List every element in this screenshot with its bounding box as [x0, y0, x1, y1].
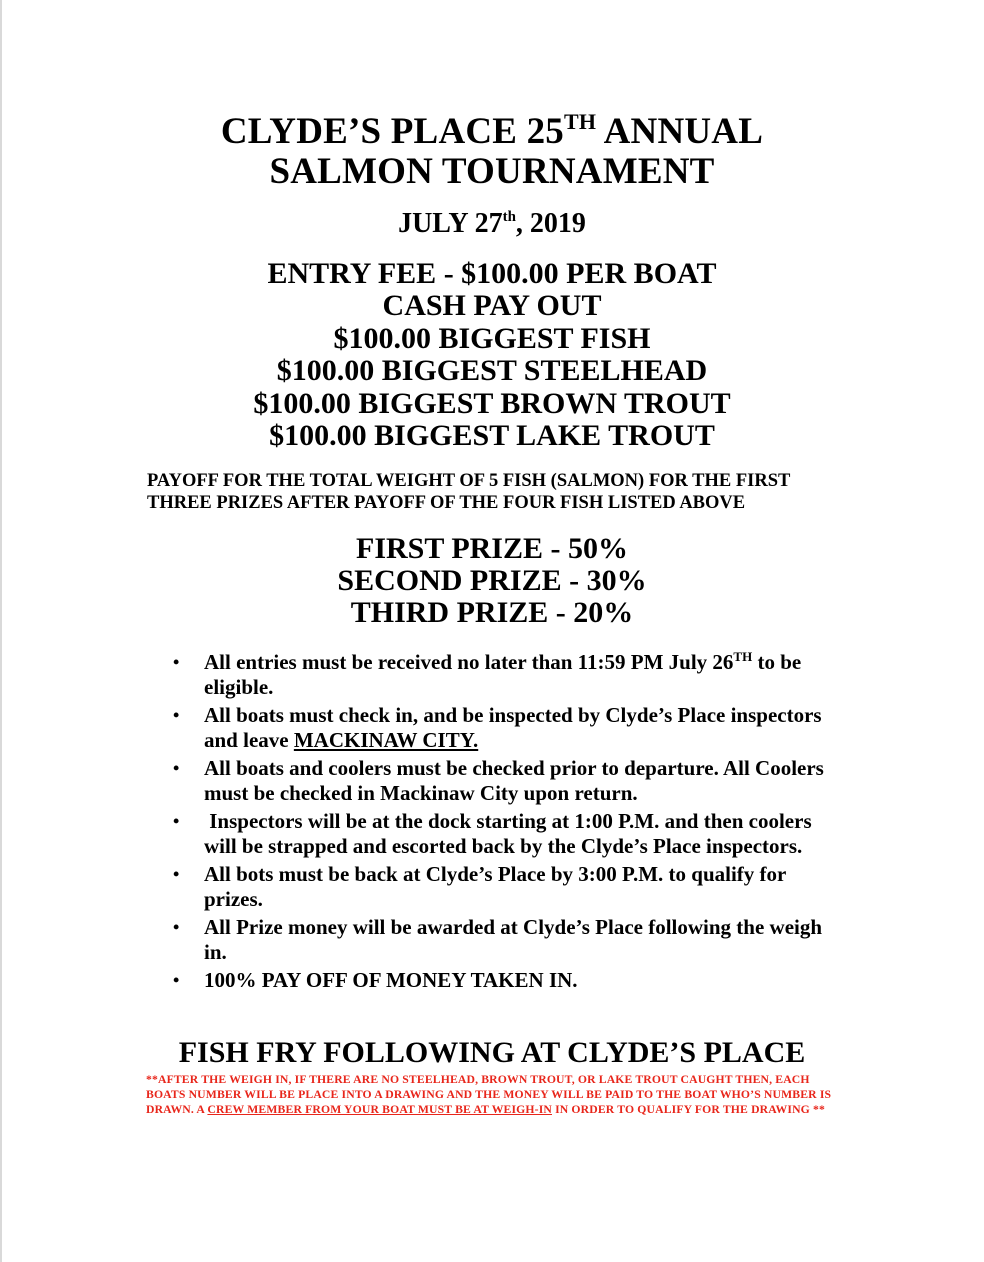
event-date	[0, 207, 984, 241]
rule-item	[173, 862, 843, 911]
rule-text: Inspectors will be at the dock starting at 1:00 P.M. and then coolers will be strapped and escorted back by the Clyde’s Place inspectors.	[204, 809, 817, 858]
payoff-description	[147, 471, 867, 514]
rule-text: All Prize money will be awarded at Clyde’s Place following the weigh in.	[204, 915, 823, 964]
rule-text: All entries must be received no later than 11:59 PM July 26	[204, 650, 734, 674]
title-line-1-suffix: ANNUAL	[596, 111, 764, 152]
rule-text: All bots must be back at Clyde’s Place by 3:00 P.M. to qualify for prizes.	[204, 862, 786, 911]
rule-item	[173, 968, 843, 993]
rule-item	[173, 703, 843, 752]
fee-line: CASH PAY OUT	[382, 289, 602, 323]
note-text-suffix: IN ORDER TO QUALIFY FOR THE DRAWING **	[552, 1103, 825, 1116]
drawing-note	[146, 1072, 846, 1117]
rules-list	[173, 650, 843, 997]
bullet-icon: •	[173, 864, 180, 884]
fee-line: $100.00 BIGGEST LAKE TROUT	[269, 419, 715, 453]
fish-fry-heading: FISH FRY FOLLOWING AT CLYDE’S PLACE	[178, 1036, 806, 1069]
payoff-line-2: THREE PRIZES AFTER PAYOFF OF THE FOUR FISH LISTED ABOVE	[147, 492, 746, 513]
bullet-icon: •	[173, 705, 180, 725]
rule-item	[173, 650, 843, 699]
title-line-1-text: CLYDE’S PLACE 25	[220, 111, 565, 152]
note-underlined-text: CREW MEMBER FROM YOUR BOAT MUST BE AT WEIGH-IN	[207, 1103, 552, 1116]
note-text: **AFTER THE WEIGH IN, IF THERE ARE NO STEELHEAD, BROWN TROUT, OR LAKE TROUT CAUGHT THEN, EACH BOATS NUMBER WILL BE PLACE INTO A DRAWING AND THE MONEY WILL BE PAID TO THE BOAT WHO’S NUMBER IS DRAWN. A	[146, 1073, 832, 1116]
rule-item	[173, 756, 843, 805]
prize-line: FIRST PRIZE - 50%	[356, 532, 628, 565]
title-line-1	[0, 109, 984, 152]
date-text: JULY 27	[398, 208, 503, 239]
fee-line: $100.00 BIGGEST STEELHEAD	[276, 354, 708, 388]
rule-text-suffix: to be eligible.	[204, 650, 802, 699]
fee-line: $100.00 BIGGEST BROWN TROUT	[253, 386, 731, 420]
fee-line: $100.00 BIGGEST FISH	[333, 321, 651, 355]
rule-superscript: TH	[733, 649, 753, 664]
bullet-icon: •	[173, 917, 180, 937]
rule-text: All boats and coolers must be checked prior to departure. All Coolers must be checked in Mackinaw City upon return.	[204, 756, 824, 805]
mackinaw-city-underlined: MACKINAW CITY.	[293, 727, 479, 752]
rule-item	[173, 915, 843, 964]
fee-line: ENTRY FEE - $100.00 PER BOAT	[267, 257, 717, 290]
rule-text: All boats must check in, and be inspected by Clyde’s Place inspectors and leave	[204, 703, 822, 752]
prize-list	[0, 533, 984, 629]
fees-list	[0, 258, 984, 452]
rule-item	[173, 809, 843, 858]
title-superscript: TH	[564, 109, 597, 134]
title-line-2: SALMON TOURNAMENT	[269, 151, 715, 192]
bullet-icon: •	[173, 758, 180, 778]
bullet-icon: •	[173, 811, 180, 831]
tournament-title	[0, 109, 984, 192]
payoff-line-1: PAYOFF FOR THE TOTAL WEIGHT OF 5 FISH (SALMON) FOR THE FIRST	[147, 471, 791, 491]
bullet-icon: •	[173, 652, 180, 672]
date-year: , 2019	[515, 208, 586, 239]
prize-line: SECOND PRIZE - 30%	[337, 564, 647, 597]
prize-line: THIRD PRIZE - 20%	[350, 596, 634, 629]
rule-text: 100% PAY OFF OF MONEY TAKEN IN.	[204, 968, 578, 992]
bullet-icon: •	[173, 970, 180, 990]
date-superscript: th	[502, 209, 516, 225]
